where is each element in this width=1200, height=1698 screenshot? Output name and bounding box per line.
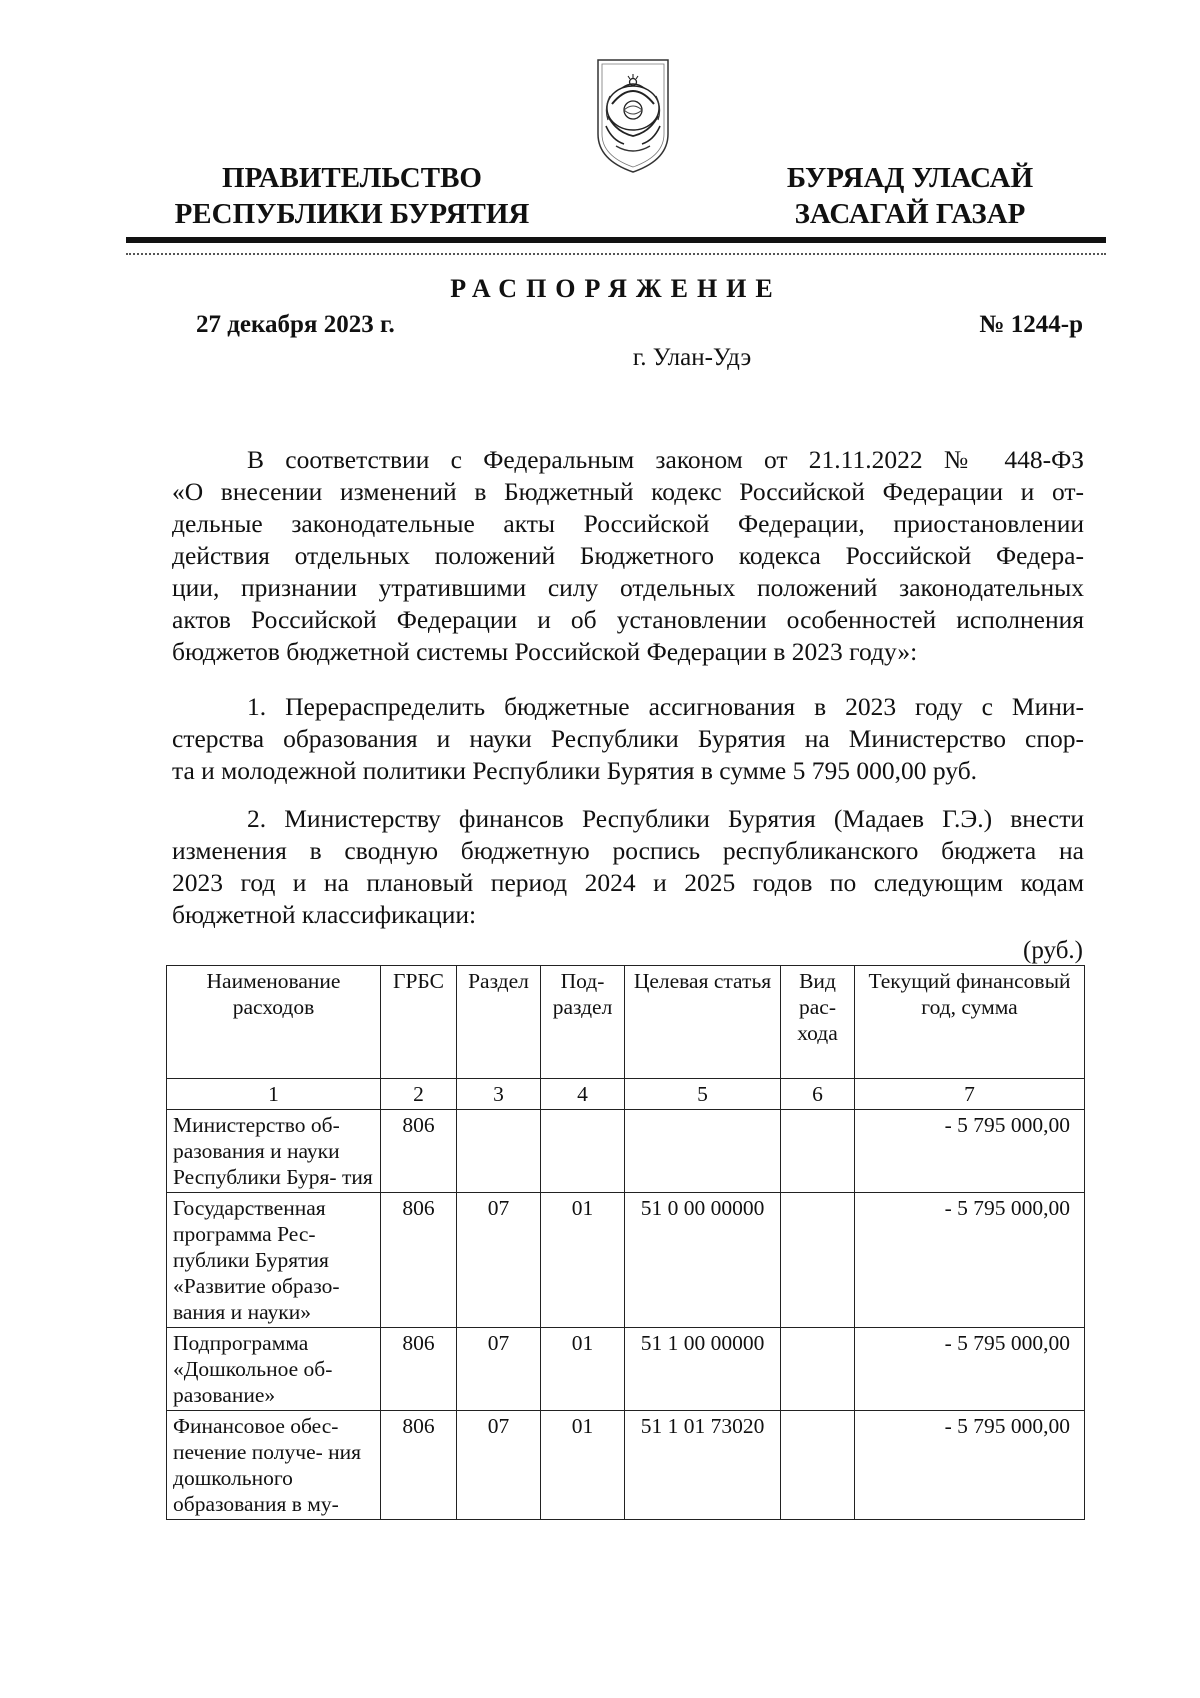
cell-vid xyxy=(781,1411,855,1520)
cell-razdel: 07 xyxy=(457,1328,541,1411)
cell-name: Государственная программа Рес- публики Бурятия «Развитие образо- вания и науки» xyxy=(167,1193,381,1328)
cell-sum: - 5 795 000,00 xyxy=(855,1411,1085,1520)
government-name-line1: ПРАВИТЕЛЬСТВО xyxy=(222,162,482,194)
coat-of-arms-emblem xyxy=(592,56,674,176)
cell-podrazdel: 01 xyxy=(541,1193,625,1328)
cell-podrazdel: 01 xyxy=(541,1328,625,1411)
text-line: актов Российской Федерации и об установлении особенностей исполнения xyxy=(172,605,1084,634)
column-number: 1 xyxy=(167,1079,381,1110)
column-number: 6 xyxy=(781,1079,855,1110)
column-header: Вид рас- хода xyxy=(781,966,855,1079)
column-number: 5 xyxy=(625,1079,781,1110)
column-number-row xyxy=(167,1079,1085,1110)
cell-grbs: 806 xyxy=(381,1110,457,1193)
cell-vid xyxy=(781,1110,855,1193)
cell-statya: 51 1 01 73020 xyxy=(625,1411,781,1520)
text-line: изменения в сводную бюджетную роспись республиканского бюджета на xyxy=(172,836,1084,865)
column-number: 3 xyxy=(457,1079,541,1110)
table-row xyxy=(167,1328,1085,1411)
header-divider-thin xyxy=(126,253,1106,255)
cell-grbs: 806 xyxy=(381,1411,457,1520)
cell-vid xyxy=(781,1328,855,1411)
text-line: 1. Перераспределить бюджетные ассигнования в 2023 году с Мини- xyxy=(247,692,1084,721)
text-line: 2023 год и на плановый период 2024 и 2025 годов по следующим кодам xyxy=(172,868,1084,897)
cell-razdel: 07 xyxy=(457,1193,541,1328)
text-line: действия отдельных положений Бюджетного кодекса Российской Федера- xyxy=(172,541,1084,570)
text-line: та и молодежной политики Республики Бурятия в сумме 5 795 000,00 руб. xyxy=(172,756,978,785)
column-number: 4 xyxy=(541,1079,625,1110)
cell-statya: 51 0 00 00000 xyxy=(625,1193,781,1328)
cell-grbs: 806 xyxy=(381,1193,457,1328)
table-row xyxy=(167,1193,1085,1328)
currency-unit: (руб.) xyxy=(1023,937,1083,964)
text-line: «О внесении изменений в Бюджетный кодекс Российской Федерации и от- xyxy=(172,477,1084,506)
budget-table xyxy=(166,965,1085,1520)
text-line: ции, признании утратившими силу отдельных положений законодательных xyxy=(172,573,1084,602)
text-line: В соответствии с Федеральным законом от 21.11.2022 № 448-ФЗ xyxy=(247,445,1084,474)
column-header: Целевая статья xyxy=(625,966,781,1079)
cell-razdel: 07 xyxy=(457,1411,541,1520)
government-name-russian xyxy=(162,160,542,232)
cell-razdel xyxy=(457,1110,541,1193)
document-title: РАСПОРЯЖЕНИЕ xyxy=(450,274,782,303)
cell-name: Финансовое обес- печение получе- ния дошкольного образования в му- xyxy=(167,1411,381,1520)
column-header: Раздел xyxy=(457,966,541,1079)
government-name-buryat-line1: БУРЯАД УЛАСАЙ xyxy=(786,162,1034,194)
cell-podrazdel xyxy=(541,1110,625,1193)
table-row xyxy=(167,1411,1085,1520)
paragraph-item-2 xyxy=(172,803,1084,931)
document-city: г. Улан-Удэ xyxy=(632,344,752,371)
document-number: № 1244-р xyxy=(979,311,1083,338)
column-number: 7 xyxy=(855,1079,1085,1110)
text-line: бюджетной классификации: xyxy=(172,900,477,929)
text-line: бюджетов бюджетной системы Российской Федерации в 2023 году»: xyxy=(172,637,918,666)
table-header-row xyxy=(167,966,1085,1079)
government-name-buryat xyxy=(760,160,1060,232)
column-header: Текущий финансовый год, сумма xyxy=(855,966,1085,1079)
column-header: Под- раздел xyxy=(541,966,625,1079)
cell-statya xyxy=(625,1110,781,1193)
cell-name: Подпрограмма «Дошкольное об- разование» xyxy=(167,1328,381,1411)
header-divider-thick xyxy=(126,237,1106,243)
cell-sum: - 5 795 000,00 xyxy=(855,1110,1085,1193)
table-row xyxy=(167,1110,1085,1193)
government-name-buryat-line2: ЗАСАГАЙ ГАЗАР xyxy=(794,198,1026,230)
cell-grbs: 806 xyxy=(381,1328,457,1411)
cell-vid xyxy=(781,1193,855,1328)
column-number: 2 xyxy=(381,1079,457,1110)
cell-sum: - 5 795 000,00 xyxy=(855,1328,1085,1411)
cell-name: Министерство об- разования и науки Республики Буря- тия xyxy=(167,1110,381,1193)
cell-sum: - 5 795 000,00 xyxy=(855,1193,1085,1328)
government-name-line2: РЕСПУБЛИКИ БУРЯТИЯ xyxy=(174,198,530,230)
cell-podrazdel: 01 xyxy=(541,1411,625,1520)
column-header: ГРБС xyxy=(381,966,457,1079)
text-line: стерства образования и науки Республики Бурятия на Министерство спор- xyxy=(172,724,1084,753)
text-line: 2. Министерству финансов Республики Бурятия (Мадаев Г.Э.) внести xyxy=(247,804,1084,833)
document-date: 27 декабря 2023 г. xyxy=(196,311,395,338)
cell-statya: 51 1 00 00000 xyxy=(625,1328,781,1411)
paragraph-item-1 xyxy=(172,691,1084,787)
paragraph-preamble xyxy=(172,444,1084,668)
column-header: Наименование расходов xyxy=(167,966,381,1079)
text-line: дельные законодательные акты Российской Федерации, приостановлении xyxy=(172,509,1084,538)
